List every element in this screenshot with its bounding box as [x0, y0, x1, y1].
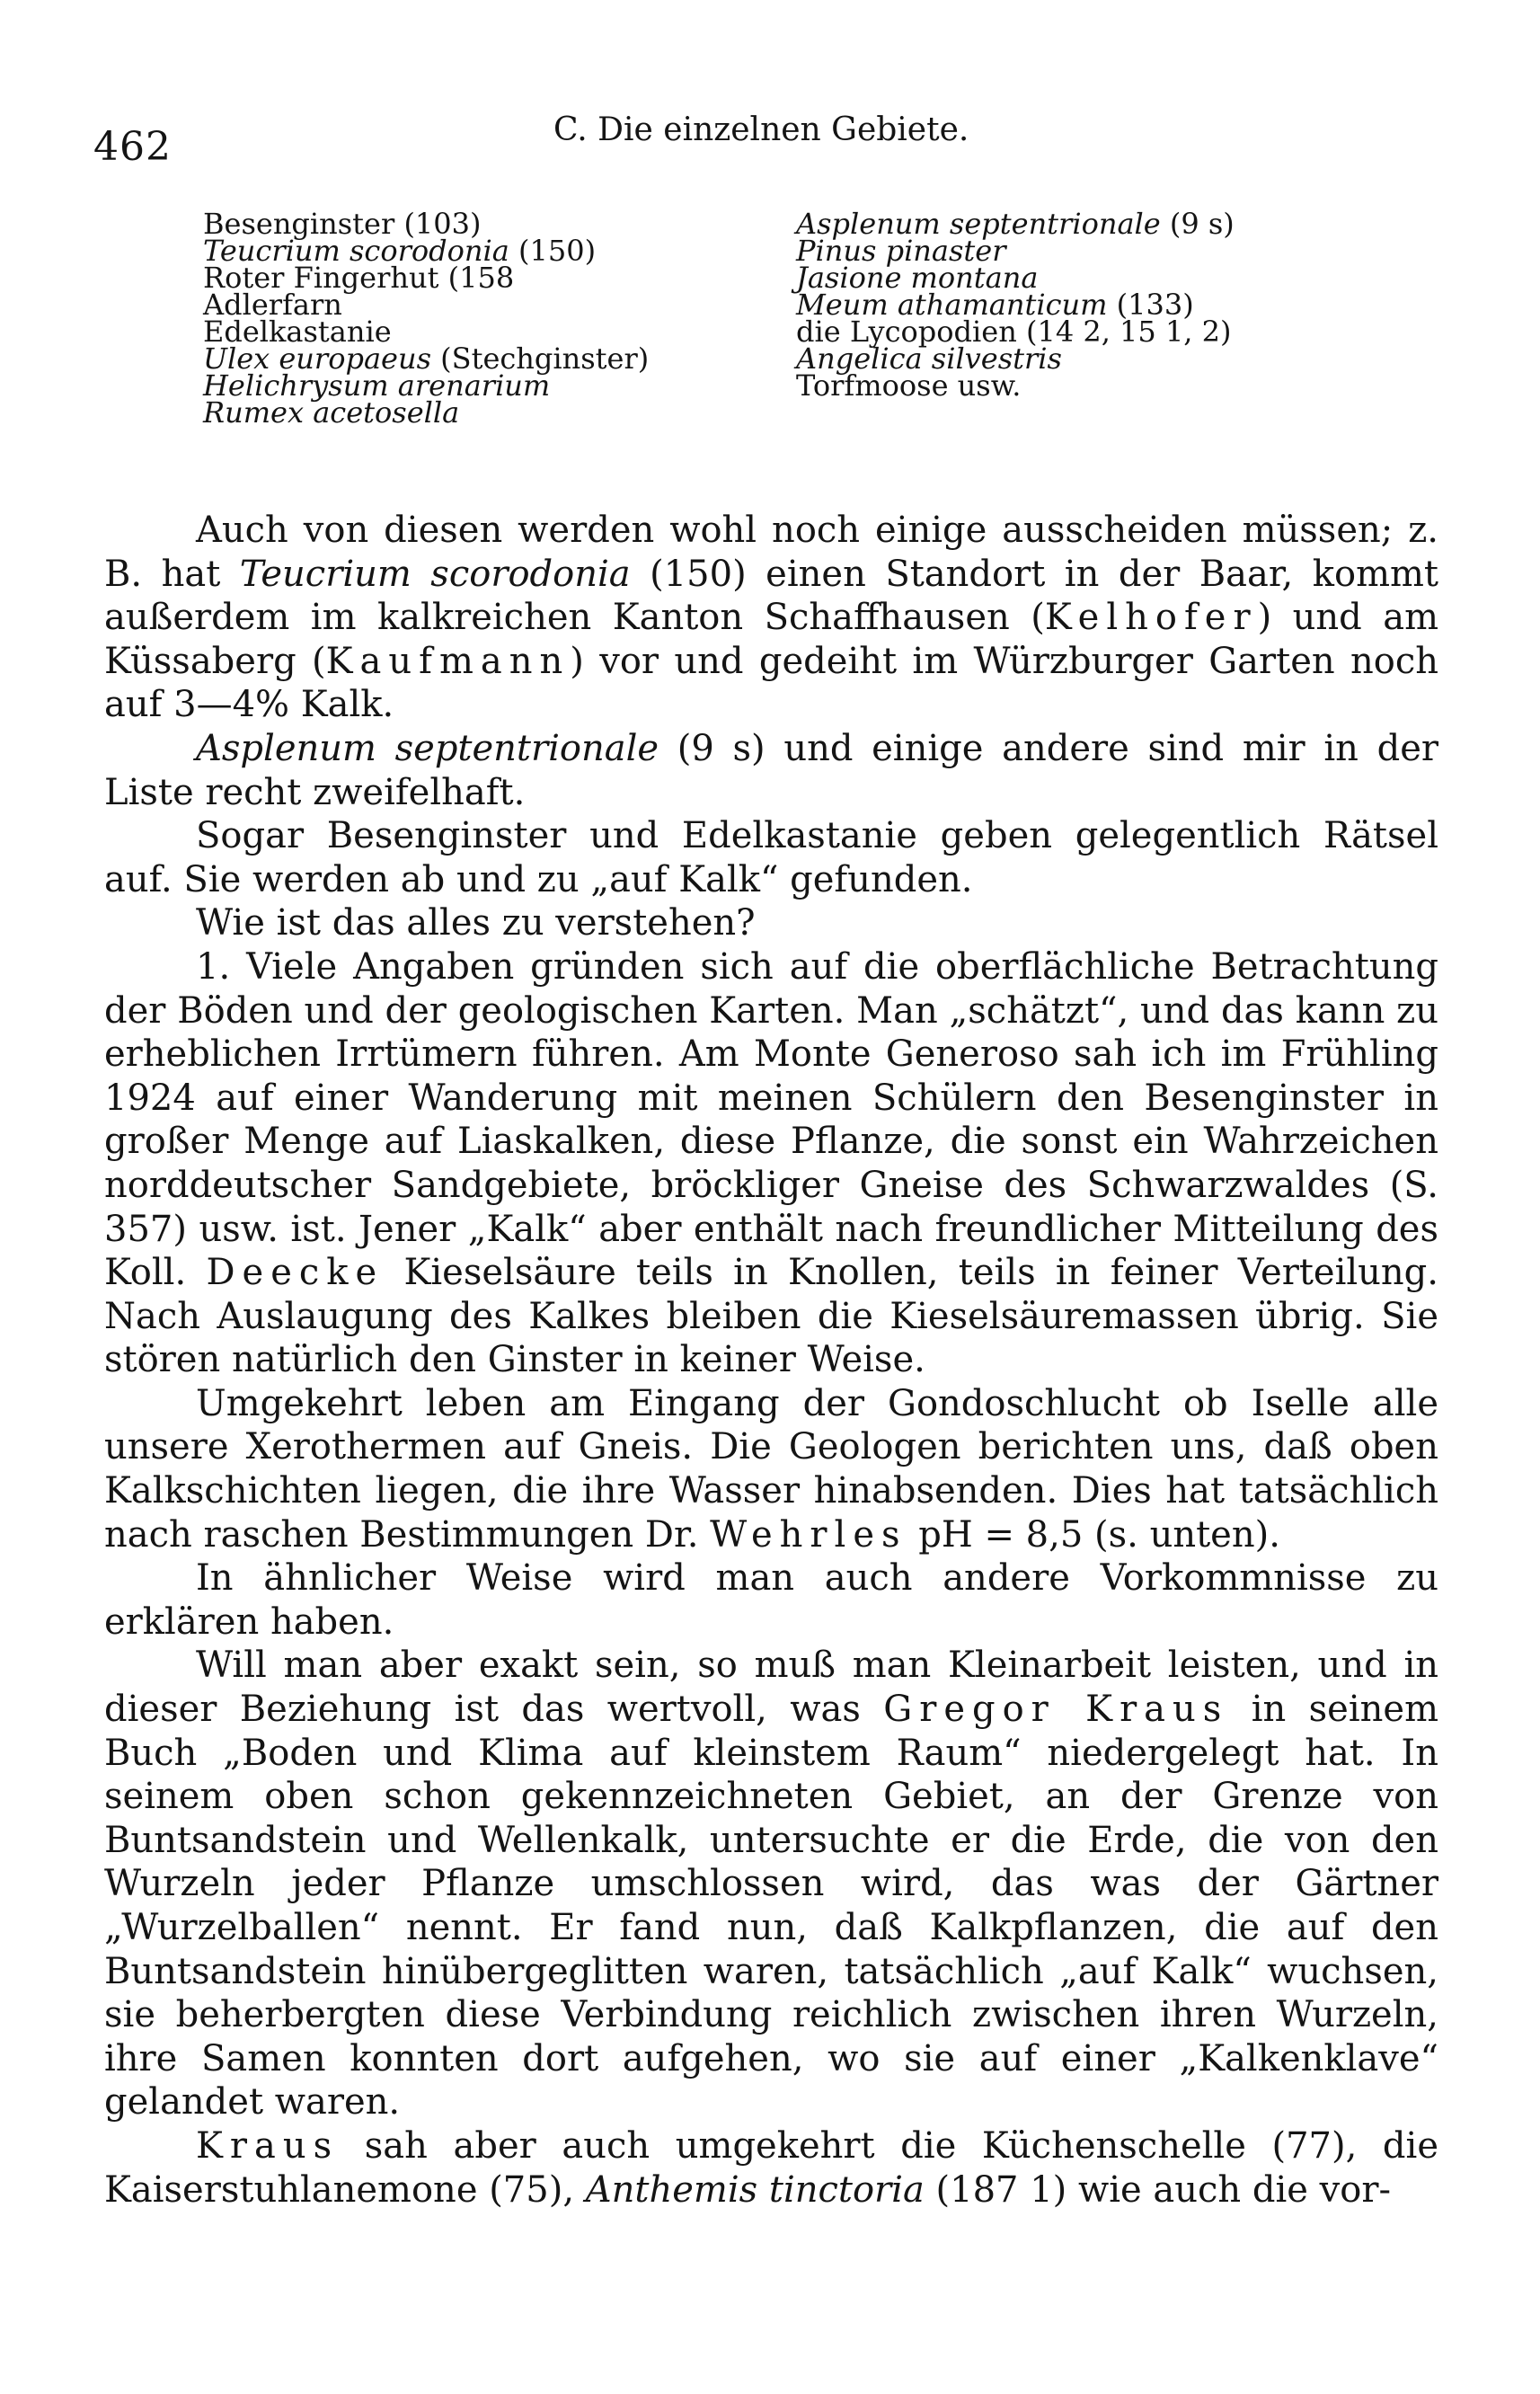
author-name: Gregor Kraus — [883, 1689, 1229, 1731]
species-name: Edelkastanie — [203, 315, 392, 349]
species-name: Pinus pinaster — [796, 234, 1006, 268]
species-name: Ulex europaeus — [203, 341, 431, 376]
species-name: Jasione montana — [796, 261, 1039, 295]
species-name: Asplenum septentrionale — [196, 727, 659, 769]
body-text — [104, 509, 1438, 2212]
paragraph — [104, 1644, 1438, 2124]
text-run: Kieselsäure teils in Knollen, teils in feiner Verteilung. Nach Auslaugung des Kalkes bleiben die Kieselsäuremassen übrig. Sie stören natürlich den Ginster in keiner Weise. — [104, 1252, 1438, 1381]
species-ref: (150) — [518, 234, 597, 268]
text-run: Will man aber exakt sein, so muß man Kleinarbeit leisten, und in dieser Beziehung ist das wertvoll, was — [104, 1645, 1438, 1731]
species-name: Teucrium scorodonia — [203, 234, 509, 268]
species-ref: (9 s) — [1169, 207, 1235, 241]
species-name: Meum athamanticum — [796, 288, 1108, 322]
species-list-right — [796, 207, 1235, 403]
species-name: Teucrium scorodonia — [239, 553, 631, 595]
text-run: Umgekehrt leben am Eingang der Gondoschlucht ob Iselle alle unsere Xerothermen auf Gneis. Die Geologen berichten uns, daß oben Kalkschichten liegen, die ihre Wasser hinabsenden. Dies hat tatsächlich nach raschen Bestimmungen Dr. — [104, 1382, 1438, 1556]
species-name: Torfmoose usw. — [796, 368, 1022, 403]
text-run: (187 1) wie auch die vor- — [935, 2168, 1391, 2211]
author-name: Kraus — [196, 2124, 340, 2167]
text-run: ) vor und gedeiht im Würzburger Garten noch auf 3—4% Kalk. — [104, 640, 1438, 726]
species-list-left — [203, 207, 650, 430]
author-name: Kaufmann — [325, 640, 571, 682]
species-name: Helichrysum arenarium — [203, 368, 551, 403]
species-ref: (133) — [1116, 288, 1194, 322]
paragraph: Sogar Besenginster und Edelkastanie geben gelegentlich Rätsel auf. Sie werden ab und zu „auf Kalk“ gefunden. — [104, 815, 1438, 900]
text-run: in seinem Buch „Boden und Klima auf kleinstem Raum“ niedergelegt hat. In seinem oben schon gekennzeichneten Gebiet, an der Grenze von Buntsandstein und Wellenkalk, untersuchte er die Erde, die von den Wurzeln jeder Pflanze umschlossen wird, das was der Gärtner „Wurzelballen“ nennt. Er fand nun, daß Kalkpflanzen, die auf den Buntsandstein hinübergeglitten waren, tatsächlich „auf Kalk“ wuchsen, sie beherbergten diese Verbindung reichlich zwischen ihren Wurzeln, ihre Samen konnten dort aufgehen, wo sie auf einer „Kalkenklave“ gelandet waren. — [104, 1689, 1439, 2124]
author-name: Wehrles — [710, 1513, 907, 1556]
running-title: C. Die einzelnen Gebiete. — [553, 111, 969, 148]
species-name: Besenginster — [203, 207, 395, 241]
text-run: ) und am Küssaberg ( — [104, 597, 1438, 682]
list-item — [796, 368, 1235, 403]
species-ref: (103) — [403, 207, 482, 241]
paragraph — [104, 945, 1438, 1382]
species-name: Rumex acetosella — [203, 395, 460, 430]
text-run: sah aber auch umgekehrt die Küchenschelle (77), die Kaiserstuhlanemone (75), — [104, 2124, 1438, 2211]
text-run: (9 s) und einige andere sind mir in der Liste recht zweifelhaft. — [104, 727, 1438, 813]
text-run: (150) einen Standort in der Baar, kommt außerdem im kalkreichen Kanton Schaffhausen ( — [104, 553, 1439, 639]
paragraph — [104, 1382, 1438, 1556]
paragraph — [104, 2124, 1438, 2212]
species-name: Angelica silvestris — [796, 341, 1062, 376]
text-run: pH = 8,5 (s. unten). — [918, 1513, 1280, 1556]
paragraph: In ähnlicher Weise wird man auch andere Vorkommnisse zu erklären haben. — [104, 1557, 1438, 1643]
species-name: die Lycopodien — [796, 315, 1017, 349]
species-ref: (158 — [447, 261, 515, 295]
text-run: 1. Viele Angaben gründen sich auf die oberflächliche Betrachtung der Böden und der geologischen Karten. Man „schätzt“, und das kann zu erheblichen Irrtümern führen. Am Monte Generoso sah ich im Frühling 1924 auf einer Wanderung mit meinen Schülern den Besenginster in großer Menge auf Liaskalken, diese Pflanze, die sonst ein Wahrzeichen norddeutscher Sandgebiete, bröckliger Gneise des Schwarzwaldes (S. 357) usw. ist. Jener „Kalk“ aber enthält nach freundlicher Mitteilung des Koll. — [104, 945, 1438, 1294]
list-item — [203, 395, 649, 430]
paragraph — [104, 727, 1438, 814]
text-run: Auch von diesen werden wohl noch einige ausscheiden müssen; z. B. hat — [104, 510, 1438, 595]
species-ref: (14 2, 15 1, 2) — [1025, 315, 1232, 349]
paragraph: Wie ist das alles zu verstehen? — [196, 902, 756, 944]
author-name: Deecke — [206, 1252, 385, 1294]
species-name: Anthemis tinctoria — [585, 2168, 925, 2211]
species-name: Asplenum septentrionale — [796, 207, 1161, 241]
author-name: Kelhofer — [1044, 597, 1258, 639]
species-name: Roter Fingerhut — [203, 261, 439, 295]
species-name: Adlerfarn — [203, 288, 342, 322]
page-number: 462 — [93, 124, 172, 170]
species-ref: (Stechginster) — [440, 341, 650, 376]
paragraph — [104, 509, 1438, 727]
